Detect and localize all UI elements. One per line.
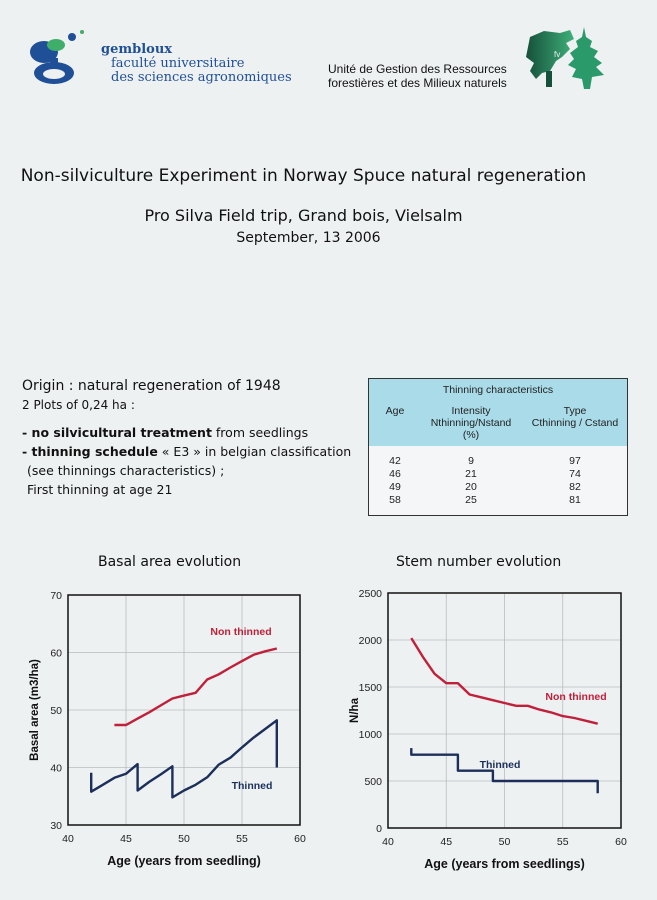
basal-chart-title: Basal area evolution — [98, 554, 242, 570]
series-label: Thinned — [479, 759, 521, 771]
tree-logo-icon — [522, 27, 608, 91]
x-tick-label: 45 — [440, 836, 453, 848]
gembloux-subtitle — [111, 57, 292, 85]
y-tick-label: 2500 — [358, 588, 382, 600]
x-tick-label: 40 — [62, 833, 74, 845]
y-axis-label: Basal area (m3/ha) — [29, 659, 41, 761]
plots-text: 2 Plots of 0,24 ha : — [22, 398, 135, 412]
col-header-line: Age — [385, 405, 405, 417]
subtitle: Pro Silva Field trip, Grand bois, Vielsalm — [144, 206, 463, 225]
x-tick-label: 60 — [615, 836, 627, 848]
y-tick-label: 70 — [50, 590, 62, 602]
table-cell: 21 — [465, 468, 477, 480]
table-cell: 49 — [389, 481, 401, 493]
table-cell: 82 — [569, 481, 581, 493]
stem-chart-title: Stem number evolution — [396, 554, 562, 570]
y-tick-label: 40 — [50, 762, 62, 775]
x-tick-label: 45 — [120, 833, 132, 845]
unit-line2: forestières et des Milieux naturels — [328, 76, 507, 90]
table-cell: 81 — [569, 494, 581, 506]
x-axis-label: Age (years from seedling) — [107, 854, 261, 868]
x-tick-label: 55 — [236, 833, 248, 845]
col-header-intensity — [421, 405, 521, 441]
x-tick-label: 40 — [382, 836, 394, 848]
col-header-line: Intensity — [451, 405, 491, 417]
table-cell: 58 — [389, 494, 401, 506]
table-cell: 97 — [569, 455, 581, 467]
bullet2-bold: - thinning schedule — [22, 444, 158, 459]
y-tick-label: 500 — [364, 776, 382, 788]
col-header-line: (%) — [462, 429, 480, 441]
main-title: Non-silviculture Experiment in Norway Spuce natural regeneration — [20, 166, 587, 186]
y-tick-label: 50 — [50, 705, 62, 717]
table-cell: 74 — [569, 468, 581, 480]
date: September, 13 2006 — [236, 230, 381, 246]
bullet2-rest: « E3 » in belgian classification — [157, 444, 352, 459]
x-tick-label: 60 — [294, 833, 306, 845]
gembloux-line2: des sciences agronomiques — [111, 70, 292, 85]
col-header-line: Nthinning/Nstand — [430, 417, 512, 429]
thinning-table — [368, 378, 628, 516]
table-title: Thinning characteristics — [442, 384, 554, 396]
y-tick-label: 1500 — [358, 682, 382, 694]
bullet1-bold: - no silvicultural treatment — [22, 425, 212, 440]
bullet-thinning-schedule — [22, 443, 351, 460]
y-axis-label: N/ha — [349, 698, 361, 723]
col-header-line: Cthinning / Cstand — [531, 417, 619, 429]
y-tick-label: 2000 — [358, 635, 382, 647]
x-tick-label: 50 — [178, 833, 190, 845]
gembloux-logo-icon — [28, 28, 88, 88]
origin-text: Origin : natural regeneration of 1948 — [22, 378, 281, 394]
svg-text:fv: fv — [554, 50, 561, 59]
stem-number-chart — [330, 580, 657, 880]
y-tick-label: 30 — [50, 820, 62, 832]
x-axis-label: Age (years from seedlings) — [424, 857, 585, 871]
table-cell: 9 — [468, 455, 474, 467]
unit-name — [328, 62, 507, 90]
bullet-no-treatment — [22, 424, 308, 441]
col-header-line: Type — [563, 405, 587, 417]
basal-area-chart — [0, 580, 330, 880]
table-cell: 42 — [389, 455, 401, 467]
table-cell: 20 — [465, 481, 477, 493]
unit-line1: Unité de Gestion des Ressources — [328, 62, 507, 76]
x-tick-label: 55 — [556, 836, 569, 848]
bullet1-rest: from seedlings — [211, 425, 309, 440]
y-tick-label: 60 — [50, 647, 62, 660]
col-header-type — [527, 405, 623, 429]
bullet2-line2: (see thinnings characteristics) ; — [27, 463, 225, 478]
series-label: Non thinned — [210, 626, 272, 638]
table-cell: 46 — [389, 468, 401, 480]
y-tick-label: 0 — [376, 823, 382, 835]
y-tick-label: 1000 — [358, 729, 382, 741]
series-label: Thinned — [231, 780, 273, 792]
col-header-age — [377, 405, 413, 417]
x-tick-label: 50 — [498, 836, 511, 848]
table-cell: 25 — [465, 494, 477, 506]
bullet2-line3: First thinning at age 21 — [27, 482, 173, 497]
gembloux-name: gembloux — [101, 42, 173, 57]
gembloux-line1: faculté universitaire — [111, 56, 245, 71]
series-label: Non thinned — [545, 691, 607, 703]
